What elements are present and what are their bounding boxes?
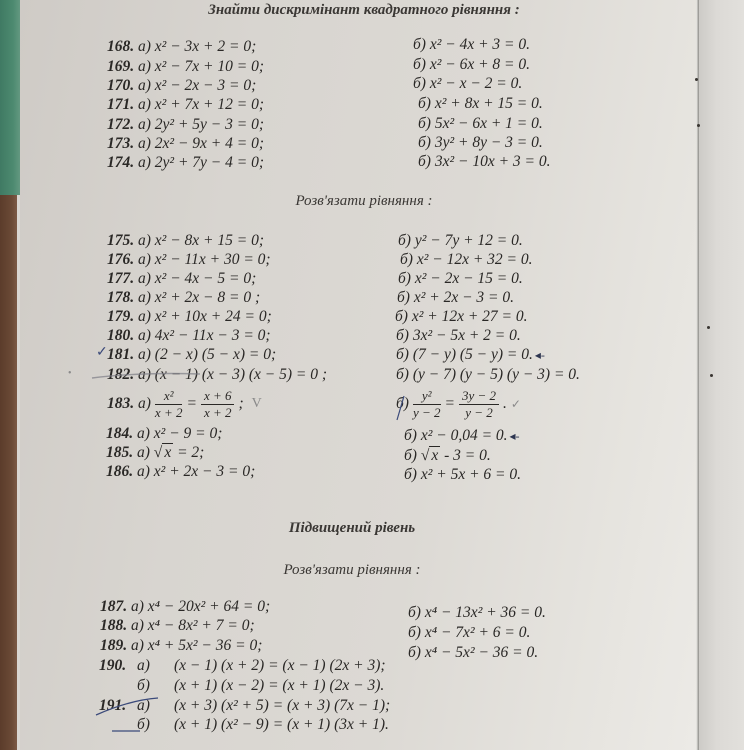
equation-a: а) x² − 3x + 2 = 0; — [138, 38, 257, 55]
denominator: y − 2 — [412, 404, 441, 420]
problem-number: 186. — [106, 463, 134, 480]
problem-number: 181. — [107, 346, 135, 363]
problem-number: 182. — [107, 366, 135, 383]
problem-174b: б) 3x² − 10x + 3 = 0. — [418, 153, 551, 170]
problem-number: 180. — [107, 327, 135, 344]
denominator: x + 2 — [203, 404, 232, 420]
handwritten-checkmark: ✓ — [96, 345, 108, 360]
problem-number: 177. — [107, 270, 135, 287]
problem-number: 171. — [107, 96, 135, 113]
numerator: x + 6 — [201, 389, 235, 405]
denominator: x + 2 — [154, 404, 183, 420]
part-label: а) — [138, 395, 151, 412]
problem-number: 173. — [107, 135, 135, 152]
problem-number: 178. — [107, 289, 135, 306]
problem-number: 169. — [107, 58, 135, 75]
equation-a: а) x² − 11x + 30 = 0; — [138, 251, 271, 268]
equation-tail: = 2; — [173, 444, 205, 461]
part-label: б) — [137, 716, 150, 733]
problem-number: 185. — [106, 444, 134, 461]
problem-number: 175. — [107, 232, 135, 249]
problem-number: 176. — [107, 251, 135, 268]
problem-168b: б) x² − 4x + 3 = 0. — [413, 36, 530, 53]
numerator: x² — [155, 389, 183, 405]
equation-a: а) (x − 1) (x − 3) (x − 5) = 0 ; — [138, 366, 328, 383]
problem-175b: б) y² − 7y + 12 = 0. — [398, 232, 523, 249]
equation: (x + 3) (x² + 5) = (x + 3) (7x − 1); — [174, 697, 391, 714]
part-label: б) — [396, 395, 409, 412]
problem-179b: б) x² + 12x + 27 = 0. — [395, 308, 528, 325]
pencil-dot: • — [68, 368, 72, 379]
square-root: √ x — [153, 444, 172, 461]
part-label: а) — [137, 444, 150, 461]
problem-176b: б) x² − 12x + 32 = 0. — [400, 251, 533, 268]
problem-number: 189. — [100, 637, 128, 654]
problem-number: 179. — [107, 308, 135, 325]
problem-170b: б) x² − x − 2 = 0. — [413, 75, 523, 92]
problem-169b: б) x² − 6x + 8 = 0. — [413, 56, 530, 73]
problem-180b: б) 3x² − 5x + 2 = 0. — [396, 327, 521, 344]
problem-number: 187. — [100, 598, 128, 615]
equation-a: а) x² − 7x + 10 = 0; — [138, 58, 264, 75]
problem-182b: б) (y − 7) (y − 5) (y − 3) = 0. — [396, 366, 580, 383]
problem-171b: б) x² + 8x + 15 = 0. — [418, 95, 543, 112]
equation-a: а) x⁴ − 8x² + 7 = 0; — [131, 617, 255, 634]
numerator: y² — [413, 389, 441, 405]
problem-number: 190. — [99, 657, 127, 674]
problem-number: 183. — [107, 395, 135, 412]
equation: (x + 1) (x² − 9) = (x + 1) (3x + 1). — [174, 716, 389, 733]
problem-number: 174. — [107, 154, 135, 171]
denominator: y − 2 — [465, 404, 493, 420]
equation-a: а) x² + 7x + 12 = 0; — [138, 96, 264, 113]
pencil-checkmark: V — [251, 396, 262, 411]
part-label: а) — [137, 657, 150, 674]
problem-number: 184. — [106, 425, 134, 442]
equation-a: а) x² − 4x − 5 = 0; — [138, 270, 257, 287]
pencil-checkmark: ✓ — [510, 397, 521, 411]
problem-189b: б) x⁴ − 5x² − 36 = 0. — [408, 644, 539, 661]
equation-a: а) 2x² − 9x + 4 = 0; — [138, 135, 264, 152]
problem-173b: б) 3y² + 8y − 3 = 0. — [418, 134, 543, 151]
section-title-discriminant: Знайти дискримінант квадратного рівняння : — [208, 2, 520, 18]
equals-sign: = — [186, 395, 197, 412]
square-root: √ x — [420, 447, 439, 464]
problem-number: 170. — [107, 77, 135, 94]
part-label: б) — [137, 677, 150, 694]
problem-number: 188. — [100, 617, 128, 634]
problem-187b: б) x⁴ − 13x² + 36 = 0. — [408, 604, 546, 621]
problem-number: 191. — [99, 697, 127, 714]
section-title-solve: Розв'язати рівняння : — [295, 193, 433, 209]
equation: (x − 1) (x + 2) = (x − 1) (2x + 3); — [174, 657, 386, 674]
part-label: а) — [137, 697, 150, 714]
equation-a: а) 4x² − 11x − 3 = 0; — [138, 327, 271, 344]
equation-a: а) x² + 10x + 24 = 0; — [138, 308, 272, 325]
punctuation: ; — [238, 395, 244, 412]
equation-a: а) x² − 2x − 3 = 0; — [138, 77, 257, 94]
equation-b: б) x² − 0,04 = 0. — [404, 427, 508, 444]
equation-a: а) x² + 2x − 3 = 0; — [137, 463, 256, 480]
equation-b: б) (7 − y) (5 − y) = 0. — [396, 346, 533, 363]
numerator: 3y − 2 — [459, 389, 499, 405]
part-label: б) — [404, 447, 417, 464]
punctuation: . — [503, 395, 507, 412]
problem-177b: б) x² − 2x − 15 = 0. — [398, 270, 523, 287]
equation-a: а) x⁴ + 5x² − 36 = 0; — [131, 637, 263, 654]
equation: (x + 1) (x − 2) = (x + 1) (2x − 3). — [174, 677, 385, 694]
problem-178b: б) x² + 2x − 3 = 0. — [397, 289, 514, 306]
equals-sign: = — [444, 395, 455, 412]
problem-188b: б) x⁴ − 7x² + 6 = 0. — [408, 624, 531, 641]
equation-a: а) (2 − x) (5 − x) = 0; — [138, 346, 277, 363]
radicand: x — [431, 447, 439, 464]
equation-a: а) 2y² + 7y − 4 = 0; — [138, 154, 264, 171]
problem-172b: б) 5x² − 6x + 1 = 0. — [418, 115, 543, 132]
equation-a: а) 2y² + 5y − 3 = 0; — [138, 116, 264, 133]
equation-tail: - 3 = 0. — [440, 447, 491, 464]
equation-a: а) x⁴ − 20x² + 64 = 0; — [131, 598, 271, 615]
section-title-advanced-level: Підвищений рівень — [288, 520, 416, 536]
equation-a: а) x² − 8x + 15 = 0; — [138, 232, 264, 249]
problem-number: 172. — [107, 116, 135, 133]
problem-number: 168. — [107, 38, 135, 55]
handwritten-arrow: ◂- — [509, 429, 520, 443]
radicand: x — [164, 444, 172, 461]
handwritten-arrow: ◂- — [534, 348, 545, 362]
equation-a: а) x² + 2x − 8 = 0 ; — [138, 289, 261, 306]
equation-a: а) x² − 9 = 0; — [137, 425, 223, 442]
section-title-solve-advanced: Розв'язати рівняння : — [283, 562, 421, 578]
problem-186b: б) x² + 5x + 6 = 0. — [404, 466, 521, 483]
